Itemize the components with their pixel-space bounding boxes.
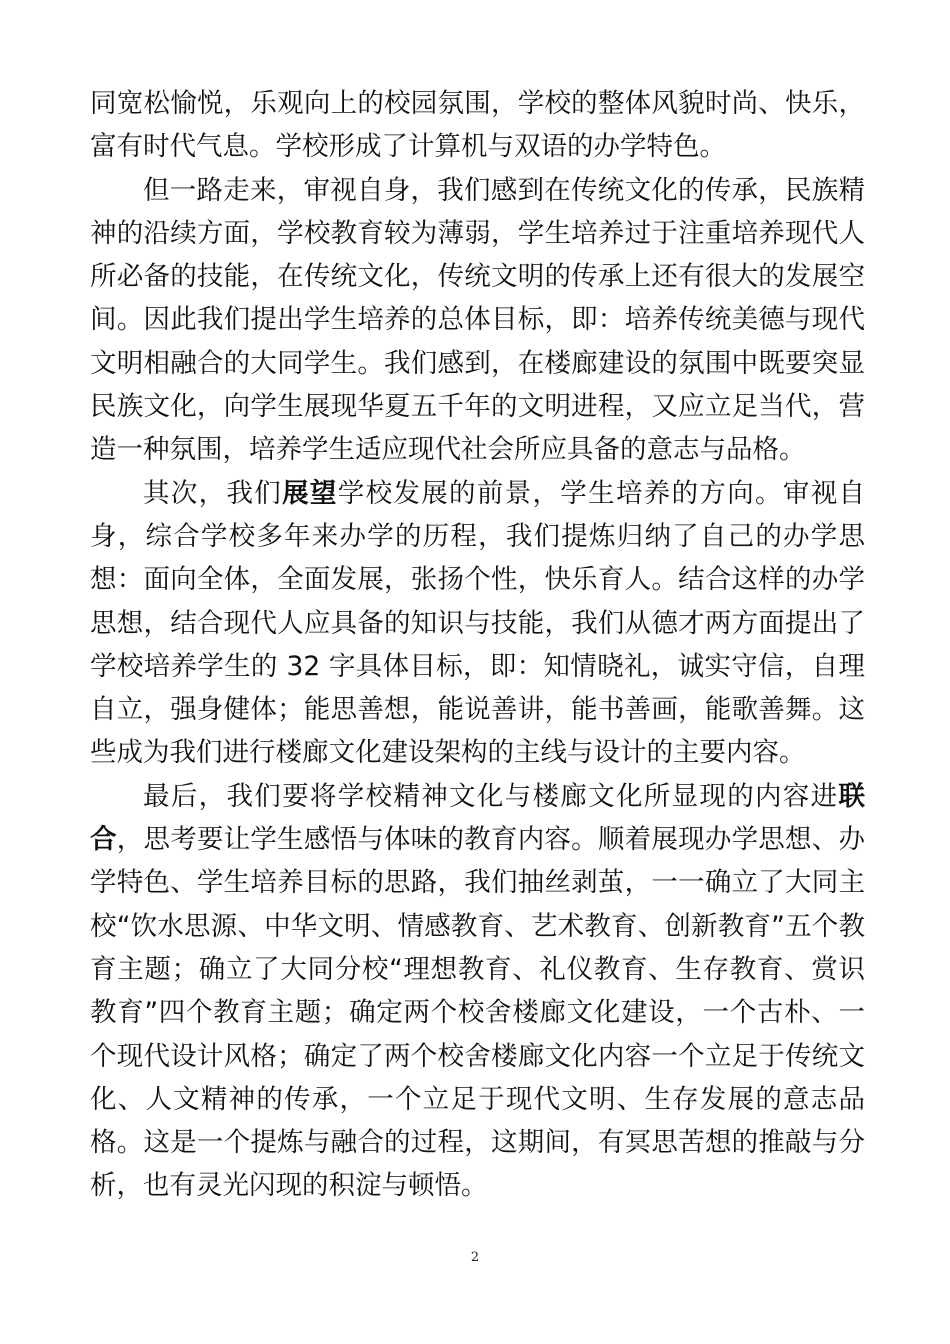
paragraph-2: 但一路走来，审视自身，我们感到在传统文化的传承，民族精神的沿续方面，学校教育较为薄弱，学生培养过于注重培养现代人所必备的技能，在传统文化，传统文明的传承上还有很大的发展空间。因此我们提出学生培养的总体目标，即：培养传统美德与现代文明相融合的大同学生。我们感到，在楼廊建设的氛围中既要突显民族文化，向学生展现华夏五千年的文明进程，又应立足当代，营造一种氛围，培养学生适应现代社会所应具备的意志与品格。 xyxy=(90,174,865,466)
paragraph-1: 同宽松愉悦，乐观向上的校园氛围，学校的整体风貌时尚、快乐，富有时代气息。学校形成了计算机与双语的办学特色。 xyxy=(90,88,865,163)
paragraph-4-lead: 最后，我们要将学校精神文化与楼廊文化所显现的内容进 xyxy=(143,780,839,812)
bold-term-outlook: 展望 xyxy=(282,477,338,509)
paragraph-3-lead: 其次，我们 xyxy=(143,477,283,509)
body-text xyxy=(90,82,865,1208)
paragraph-4 xyxy=(90,775,865,1208)
paragraph-3-rest: 学校发展的前景，学生培养的方向。审视自身，综合学校多年来办学的历程，我们提炼归纳了自己的办学思想：面向全体，全面发展，张扬个性，快乐育人。结合这样的办学思想，结合现代人应具备的知识与技能，我们从德才两方面提出了学校培养学生的 32 字具体目标，即：知情晓礼，诚实守信，自理自立，强身健体；能思善想，能说善讲，能书善画，能歌善舞。这些成为我们进行楼廊文化建设架构的主线与设计的主要内容。 xyxy=(90,477,866,769)
page-number: 2 xyxy=(470,1250,480,1265)
paragraph-3 xyxy=(90,472,865,775)
bold-term-combine: 联合 xyxy=(90,780,865,856)
paragraph-4-rest: ，思考要让学生感悟与体味的教育内容。顺着展现办学思想、办学特色、学生培养目标的思路，我们抽丝剥茧，一一确立了大同主校“饮水思源、中华文明、情感教育、艺术教育、创新教育”五个教育主题；确立了大同分校“理想教育、礼仪教育、生存教育、赏识教育”四个教育主题；确定两个校舍楼廊文化建设，一个古朴、一个现代设计风格；确定了两个校舍楼廊文化内容一个立足于传统文化、人文精神的传承，一个立足于现代文明、生存发展的意志品格。这是一个提炼与融合的过程，这期间，有冥思苦想的推敲与分析，也有灵光闪现的积淀与顿悟。 xyxy=(90,824,866,1202)
